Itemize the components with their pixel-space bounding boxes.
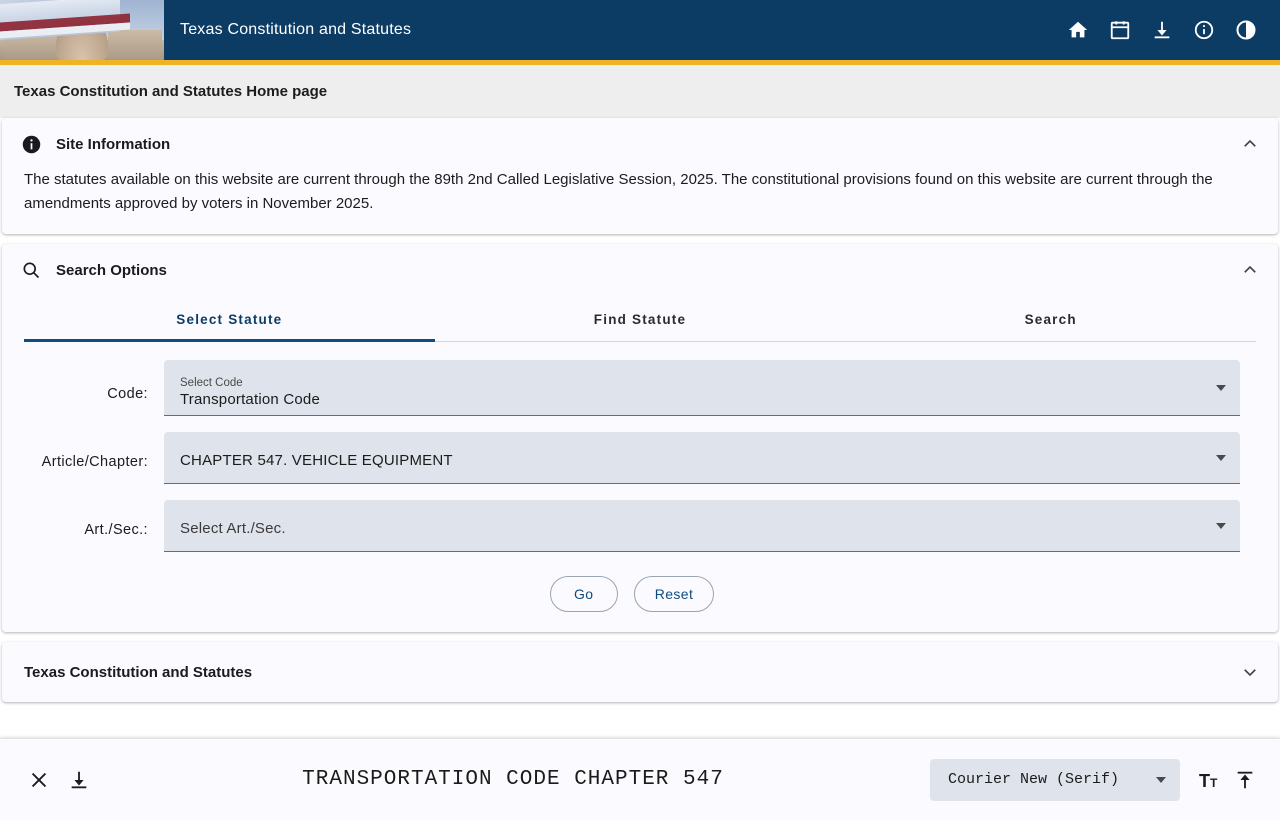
texas-constitution-title: Texas Constitution and Statutes (24, 663, 253, 681)
info-icon[interactable] (1190, 16, 1218, 44)
app-title: Texas Constitution and Statutes (180, 21, 412, 38)
chevron-down-icon[interactable] (1216, 523, 1226, 529)
site-information-card (2, 118, 1278, 234)
tab-select-statute[interactable]: Select Statute (24, 300, 435, 341)
code-float-label: Select Code (180, 377, 243, 389)
tab-search[interactable]: Search (1024, 312, 1077, 327)
svg-text:T: T (1199, 770, 1210, 791)
page-title: Texas Constitution and Statutes Home page (0, 69, 1280, 118)
chevron-down-icon[interactable] (1238, 660, 1262, 684)
font-select[interactable] (930, 759, 1180, 801)
search-options-tabs (24, 300, 1256, 342)
chevron-down-icon[interactable] (1156, 777, 1166, 783)
reset-button[interactable]: Reset (634, 576, 715, 612)
texas-constitution-header[interactable] (2, 642, 1278, 702)
select-statute-form (2, 342, 1278, 632)
home-icon[interactable] (1064, 16, 1092, 44)
art-sec-row (24, 500, 1240, 552)
search-options-title: Search Options (56, 261, 167, 279)
code-label: Code: (107, 386, 148, 402)
calendar-icon[interactable] (1106, 16, 1134, 44)
site-information-header (2, 118, 1278, 168)
art-sec-select[interactable] (164, 500, 1240, 552)
document-title: TRANSPORTATION CODE CHAPTER 547 (302, 768, 724, 791)
site-information-text: The statutes available on this website are current through the 89th 2nd Called Legislative Session, 2025. The constitutional provisions found on this website are current through the amendments approved by voters in November 2025. (24, 171, 1213, 212)
header-icon-group (1064, 16, 1280, 44)
chevron-down-icon[interactable] (1216, 385, 1226, 391)
go-button[interactable]: Go (550, 576, 618, 612)
art-sec-value: Select Art./Sec. (180, 520, 286, 537)
contrast-icon[interactable] (1232, 16, 1260, 44)
chevron-down-icon[interactable] (1216, 455, 1226, 461)
search-options-card (2, 244, 1278, 632)
chevron-up-icon[interactable] (1238, 258, 1262, 282)
article-chapter-row (24, 432, 1240, 484)
svg-text:T: T (1210, 775, 1218, 790)
article-chapter-select[interactable] (164, 432, 1240, 484)
code-row (24, 360, 1240, 416)
article-chapter-value: CHAPTER 547. VEHICLE EQUIPMENT (180, 452, 453, 469)
article-chapter-label: Article/Chapter: (41, 454, 148, 470)
texas-constitution-card[interactable] (2, 642, 1278, 702)
search-icon (20, 259, 42, 281)
site-information-body (2, 168, 1278, 234)
app-header (0, 0, 1280, 60)
form-button-row (24, 568, 1240, 626)
scroll-to-top-icon[interactable] (1228, 763, 1262, 797)
capitol-banner-image (0, 0, 164, 60)
text-size-icon[interactable] (1194, 763, 1228, 797)
document-toolbar (0, 738, 1280, 820)
search-options-header (2, 244, 1278, 294)
tab-find-statute[interactable]: Find Statute (593, 312, 687, 327)
download-icon[interactable] (62, 763, 96, 797)
close-icon[interactable] (22, 763, 56, 797)
site-information-title: Site Information (56, 135, 171, 153)
code-select[interactable] (164, 360, 1240, 416)
art-sec-label: Art./Sec.: (84, 522, 148, 538)
download-icon[interactable] (1148, 16, 1176, 44)
chevron-up-icon[interactable] (1238, 132, 1262, 156)
code-value: Transportation Code (180, 391, 320, 408)
font-select-value: Courier New (Serif) (948, 771, 1120, 788)
info-icon (20, 133, 42, 155)
